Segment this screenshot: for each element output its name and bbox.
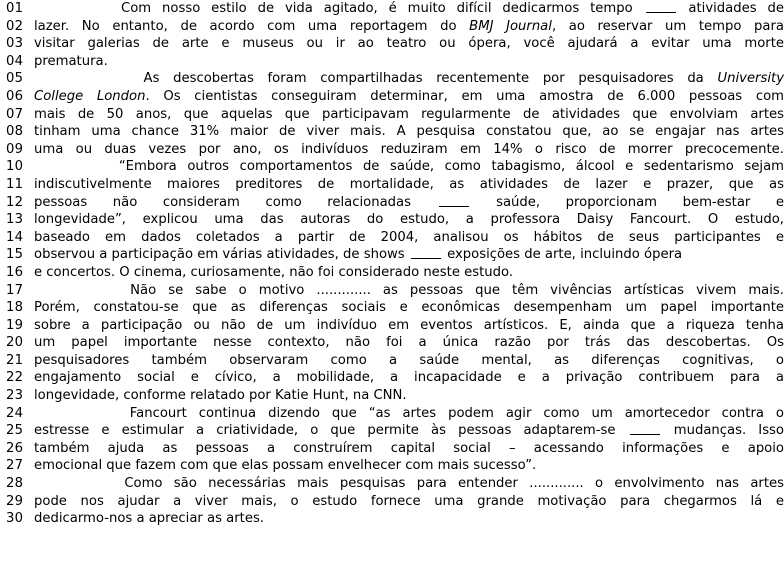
body-text: baseado em dados coletados a partir de 2004, analisou os hábitos de seus participantes e (34, 229, 784, 245)
line-number: 28 (6, 476, 24, 492)
body-text: Com nosso estilo de vida agitado, é muito difícil dedicarmos tempo (121, 1, 644, 16)
body-text: . Os cientistas conseguiram determinar, em uma amostra de 6.000 pessoas com (145, 88, 784, 104)
body-text: emocional que fazem com que elas possam envelhecer com mais sucesso”. (34, 458, 537, 474)
passage-line (0, 211, 784, 229)
passage-line (0, 457, 784, 475)
passage-line (0, 35, 784, 53)
passage-line (0, 53, 784, 71)
fill-in-blank-underline[interactable] (630, 434, 660, 435)
line-text (34, 229, 784, 247)
line-text (34, 176, 784, 194)
body-text: sobre a participação ou não de um indivíduo em eventos artísticos. E, ainda que a riqueza tenha (34, 317, 784, 333)
line-text (34, 282, 784, 300)
line-number: 02 (6, 18, 24, 34)
line-text (34, 35, 784, 53)
line-number: 11 (6, 176, 24, 192)
line-number: 29 (6, 493, 24, 509)
line-text (34, 123, 784, 141)
body-text: também ajuda as pessoas a construírem capital social – acessando informações e apoio (34, 440, 784, 456)
line-text (34, 317, 784, 335)
fill-in-blank-ellipsis[interactable]: ............. (529, 476, 584, 492)
body-text: pode nos ajudar a viver mais, o estudo fornece uma grande motivação para chegarmos lá e (34, 493, 784, 509)
line-text (34, 194, 784, 212)
line-text (34, 334, 784, 352)
line-number: 09 (6, 141, 24, 157)
passage-line (0, 106, 784, 124)
line-number: 07 (6, 106, 24, 122)
passage-line (0, 317, 784, 335)
italic-title-text: University (717, 71, 784, 87)
line-text (34, 493, 784, 511)
passage-line (0, 158, 784, 176)
line-number: 08 (6, 124, 24, 140)
passage-line (0, 229, 784, 247)
line-number: 22 (6, 370, 24, 386)
passage-line (0, 299, 784, 317)
line-text (34, 387, 784, 405)
line-number: 12 (6, 194, 24, 210)
passage-line (0, 422, 784, 440)
line-number: 19 (6, 317, 24, 333)
body-text: visitar galerias de arte e museus ou ir ao teatro ou ópera, você ajudará a evitar uma morte (34, 36, 784, 52)
italic-title-text: College London (34, 88, 146, 104)
line-number: 03 (6, 36, 24, 52)
line-number: 23 (6, 388, 24, 404)
body-text: o envolvimento nas artes (583, 476, 784, 492)
line-number: 24 (6, 405, 24, 421)
line-text (34, 440, 784, 458)
passage-line (0, 387, 784, 405)
body-text: , ao reservar um tempo para (551, 18, 784, 34)
body-text: pesquisadores também observaram como a saúde mental, as diferenças cognitivas, o (34, 352, 784, 368)
line-text (34, 141, 784, 159)
body-text: mudanças. Isso (661, 423, 784, 439)
passage-line (0, 123, 784, 141)
line-number: 25 (6, 423, 24, 439)
line-number: 15 (6, 247, 24, 263)
body-text: prematura. (34, 53, 108, 69)
body-text: estresse e estimular a criatividade, o que permite às pessoas adaptarem-se (34, 423, 628, 439)
line-text (34, 405, 784, 423)
line-text (34, 246, 784, 264)
body-text: pessoas não consideram como relacionadas (34, 194, 437, 210)
line-text (34, 88, 784, 106)
passage-line (0, 334, 784, 352)
passage-line (0, 141, 784, 159)
passage-line (0, 282, 784, 300)
paragraph-indent (34, 406, 130, 421)
line-number: 27 (6, 458, 24, 474)
line-text (34, 106, 784, 124)
line-number: 06 (6, 88, 24, 104)
line-text (34, 299, 784, 317)
body-text: tinham uma chance 31% maior de viver mais. A pesquisa constatou que, ao se engajar nas artes (34, 124, 784, 140)
italic-title-text: BMJ Journal (469, 18, 552, 34)
passage-line (0, 246, 784, 264)
passage-line (0, 510, 784, 528)
fill-in-blank-underline[interactable] (646, 12, 676, 13)
body-text: saúde, proporcionam bem-estar e (470, 194, 784, 210)
line-number: 17 (6, 282, 24, 298)
line-text (34, 457, 784, 475)
body-text: longevidade, conforme relatado por Katie Hunt, na CNN. (34, 388, 407, 404)
body-text: lazer. No entanto, de acordo com uma reportagem do (34, 18, 470, 34)
line-number: 30 (6, 511, 24, 527)
body-text: Não se sabe o motivo (130, 282, 317, 298)
line-text (34, 510, 784, 528)
line-number: 21 (6, 352, 24, 368)
line-text (34, 475, 784, 493)
body-text: engajamento social e cívico, a mobilidade, a incapacidade e a privação contribuem para a (34, 370, 784, 386)
body-text: uma ou duas vezes por ano, os indivíduos reduziram em 14% o risco de morrer precocemente. (34, 141, 784, 157)
paragraph-indent (34, 159, 119, 174)
line-number: 20 (6, 335, 24, 351)
body-text: atividades de (677, 1, 784, 16)
passage-line (0, 176, 784, 194)
line-text (34, 158, 784, 176)
line-number: 16 (6, 264, 24, 280)
line-text (34, 422, 784, 440)
line-text (34, 18, 784, 36)
fill-in-blank-underline[interactable] (411, 258, 441, 259)
fill-in-blank-ellipsis[interactable]: ............. (316, 282, 371, 298)
passage-line (0, 0, 784, 18)
line-number: 26 (6, 440, 24, 456)
passage-line (0, 352, 784, 370)
paragraph-indent (34, 1, 121, 16)
passage-line (0, 440, 784, 458)
paragraph-indent (34, 71, 144, 86)
body-text: as pessoas que têm vivências artísticas vivem mais. (370, 282, 784, 298)
line-text (34, 53, 784, 71)
passage-line (0, 264, 784, 282)
passage-line (0, 369, 784, 387)
body-text: exposições de arte, incluindo ópera (442, 247, 683, 263)
body-text: Fancourt continua dizendo que “as artes podem agir como um amortecedor contra o (129, 405, 784, 421)
line-number: 13 (6, 212, 24, 228)
paragraph-indent (34, 283, 130, 298)
line-text (34, 70, 784, 88)
line-text (34, 352, 784, 370)
passage-line (0, 88, 784, 106)
line-number: 14 (6, 229, 24, 245)
paragraph-indent (34, 476, 124, 491)
body-text: observou a participação em várias atividades, de shows (34, 247, 409, 263)
body-text: um papel importante nesse contexto, não foi a única razão por trás das descobertas. Os (34, 335, 784, 351)
line-text (34, 0, 784, 18)
line-number: 05 (6, 71, 24, 87)
body-text: dedicarmo-nos a apreciar as artes. (34, 511, 265, 527)
line-number: 04 (6, 53, 24, 69)
passage-line (0, 475, 784, 493)
passage-line (0, 18, 784, 36)
body-text: e concertos. O cinema, curiosamente, não foi considerado neste estudo. (34, 264, 514, 280)
body-text: Porém, constatou-se que as diferenças sociais e econômicas desempenham um papel importante (34, 300, 784, 316)
passage-line (0, 405, 784, 423)
passage-line (0, 70, 784, 88)
body-text: Como são necessárias mais pesquisas para entender (124, 476, 530, 492)
body-text: indiscutivelmente maiores preditores de mortalidade, as atividades de lazer e prazer, que as (34, 176, 784, 192)
body-text: longevidade”, explicou uma das autoras do estudo, a professora Daisy Fancourt. O estudo, (34, 212, 784, 228)
body-text: As descobertas foram compartilhadas recentemente por pesquisadores da (143, 71, 718, 87)
line-text (34, 211, 784, 229)
line-number: 01 (6, 1, 24, 16)
line-text (34, 264, 784, 282)
line-number: 10 (6, 159, 24, 175)
body-text: mais de 50 anos, que aquelas que participavam regularmente de atividades que envolviam artes (34, 106, 784, 122)
fill-in-blank-underline[interactable] (439, 206, 469, 207)
passage-line (0, 493, 784, 511)
body-text: “Embora outros comportamentos de saúde, como tabagismo, álcool e sedentarismo sejam (118, 159, 784, 175)
line-text (34, 369, 784, 387)
passage-line (0, 194, 784, 212)
line-number: 18 (6, 300, 24, 316)
